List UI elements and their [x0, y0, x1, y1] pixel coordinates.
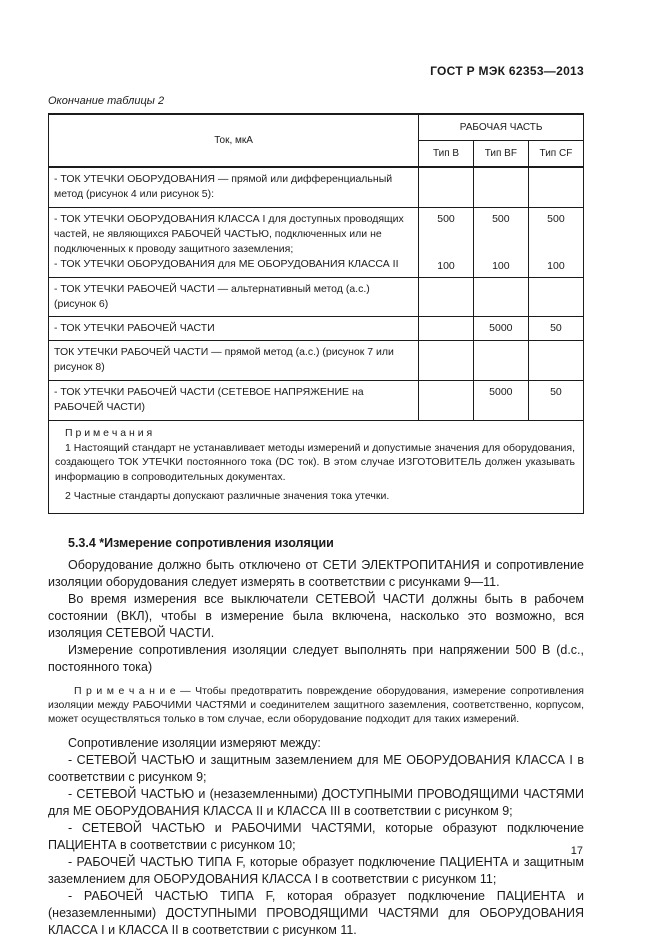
cell-type-bf: [473, 208, 528, 278]
value-top: 500: [437, 213, 455, 225]
section-5-3-4: [48, 536, 584, 936]
list-item: - СЕТЕВОЙ ЧАСТЬЮ и РАБОЧИМИ ЧАСТЯМИ, которые образуют подключение ПАЦИЕНТА в соответствии с рисунком 10;: [48, 820, 584, 852]
table-row: [49, 381, 584, 421]
table-row: [49, 278, 584, 317]
row-label: - ТОК УТЕЧКИ РАБОЧЕЙ ЧАСТИ (СЕТЕВОЕ НАПРЯЖЕНИЕ на РАБОЧЕЙ ЧАСТИ): [49, 381, 419, 421]
column-header-type-cf: Тип CF: [528, 140, 583, 167]
cell-type-b: [419, 381, 474, 421]
cell-type-b: [419, 278, 474, 317]
list-item: - РАБОЧЕЙ ЧАСТЬЮ ТИПА F, которая образует подключение ПАЦИЕНТА и (незаземленными) ДОСТУПНЫМИ ПРОВОДЯЩИМИ ЧАСТЯМИ для ОБОРУДОВАНИЯ КЛАССА I и КЛАССА II в соответствии с рисунком 11.: [48, 888, 584, 936]
row-label: - ТОК УТЕЧКИ РАБОЧЕЙ ЧАСТИ: [49, 317, 419, 341]
page-number: 17: [570, 845, 583, 857]
list-item: - РАБОЧЕЙ ЧАСТЬЮ ТИПА F, которые образует подключение ПАЦИЕНТА и защитным заземлением для ОБОРУДОВАНИЯ КЛАССА I в соответствии с рисунком 11;: [48, 854, 584, 886]
section-heading: 5.3.4 *Измерение сопротивления изоляции: [68, 535, 334, 550]
column-group-header-applied-part: РАБОЧАЯ ЧАСТЬ: [419, 114, 584, 140]
table-row: [49, 167, 584, 208]
cell-type-cf: [528, 167, 583, 208]
cell-type-b: [419, 341, 474, 381]
value-top: 500: [492, 213, 510, 225]
cell-type-cf: [528, 208, 583, 278]
row-label-cell: [49, 208, 419, 278]
table-row: [49, 208, 584, 278]
page-content: [48, 0, 584, 936]
section-paragraph: Во время измерения все выключатели СЕТЕВОЙ ЧАСТИ должны быть в рабочем состоянии (ВКЛ), чтобы в измерение была включена, насколько это возможно, вся изоляция СЕТЕВОЙ ЧАСТИ.: [48, 591, 584, 640]
table-note-1: 1 Настоящий стандарт не устанавливает методы измерений и допустимые значения для оборудования, создающего ТОК УТЕЧКИ постоянного тока (DC ток). В этом случае ИЗГОТОВИТЕЛЬ должен указывать информацию в сопроводительных документах.: [55, 441, 575, 483]
cell-type-b: [419, 317, 474, 341]
cell-type-b: [419, 208, 474, 278]
row-label: - ТОК УТЕЧКИ ОБОРУДОВАНИЯ — прямой или дифференциальный метод (рисунок 4 или рисунок 5):: [49, 167, 419, 208]
list-item: - СЕТЕВОЙ ЧАСТЬЮ и (незаземленными) ДОСТУПНЫМИ ПРОВОДЯЩИМИ ЧАСТЯМИ для МЕ ОБОРУДОВАНИЯ КЛАССА II и КЛАССА III в соответствии с рисунком 9;: [48, 786, 584, 818]
notes-title: П р и м е ч а н и я: [65, 427, 153, 439]
table-note-2: 2 Частные стандарты допускают различные значения тока утечки.: [65, 490, 390, 502]
cell-type-bf: 5000: [473, 381, 528, 421]
cell-type-bf: [473, 341, 528, 381]
value-bottom: 100: [492, 260, 510, 272]
row-label: - ТОК УТЕЧКИ РАБОЧЕЙ ЧАСТИ — альтернативный метод (a.c.) (рисунок 6): [49, 278, 419, 317]
list-item: - СЕТЕВОЙ ЧАСТЬЮ и защитным заземлением для МЕ ОБОРУДОВАНИЯ КЛАССА I в соответствии с рисунком 9;: [48, 752, 584, 784]
column-header-current: Ток, мкА: [49, 114, 419, 167]
row-label: - ТОК УТЕЧКИ ОБОРУДОВАНИЯ КЛАССА I для доступных проводящих частей, не являющихся РАБОЧЕЙ ЧАСТЬЮ, подключенных или не подключенных к проводу защитного заземления;: [54, 213, 404, 255]
column-header-type-bf: Тип BF: [473, 140, 528, 167]
table-notes-cell: [49, 421, 584, 514]
cell-type-b: [419, 167, 474, 208]
section-paragraph: Оборудование должно быть отключено от СЕТИ ЭЛЕКТРОПИТАНИЯ и сопротивление изоляции оборудования следует измерять в соответствии с рисунками 9—11.: [48, 557, 584, 589]
list-intro: Сопротивление изоляции измеряют между:: [68, 735, 321, 750]
cell-type-bf: [473, 278, 528, 317]
section-paragraph: Измерение сопротивления изоляции следует выполнять при напряжении 500 В (d.c., постоянного тока): [48, 642, 584, 674]
cell-type-cf: 50: [528, 381, 583, 421]
value-top: 500: [547, 213, 565, 225]
table-caption: Окончание таблицы 2: [48, 95, 165, 107]
table-row: [49, 341, 584, 381]
cell-type-cf: [528, 278, 583, 317]
table-header-row-1: [49, 114, 584, 140]
value-bottom: 100: [437, 260, 455, 272]
leakage-current-table: [48, 113, 584, 514]
row-label: ТОК УТЕЧКИ РАБОЧЕЙ ЧАСТИ — прямой метод (a.c.) (рисунок 7 или рисунок 8): [49, 341, 419, 381]
cell-type-cf: [528, 341, 583, 381]
row-label-secondary: - ТОК УТЕЧКИ ОБОРУДОВАНИЯ для МЕ ОБОРУДОВАНИЯ КЛАССА II: [54, 258, 399, 270]
cell-type-bf: 5000: [473, 317, 528, 341]
table-notes-row: [49, 421, 584, 514]
cell-type-cf: 50: [528, 317, 583, 341]
standard-reference-header: ГОСТ Р МЭК 62353—2013: [430, 64, 584, 78]
section-note: П р и м е ч а н и е — Чтобы предотвратить повреждение оборудования, измерение сопротивления изоляции между РАБОЧИМИ ЧАСТЯМИ и соединителем защитного заземления, соответственно, корпусом, может осуществляться только в том случае, если оборудование подходит для таких измерений.: [48, 684, 584, 725]
cell-type-bf: [473, 167, 528, 208]
table-row: [49, 317, 584, 341]
value-bottom: 100: [547, 260, 565, 272]
column-header-type-b: Тип B: [419, 140, 474, 167]
